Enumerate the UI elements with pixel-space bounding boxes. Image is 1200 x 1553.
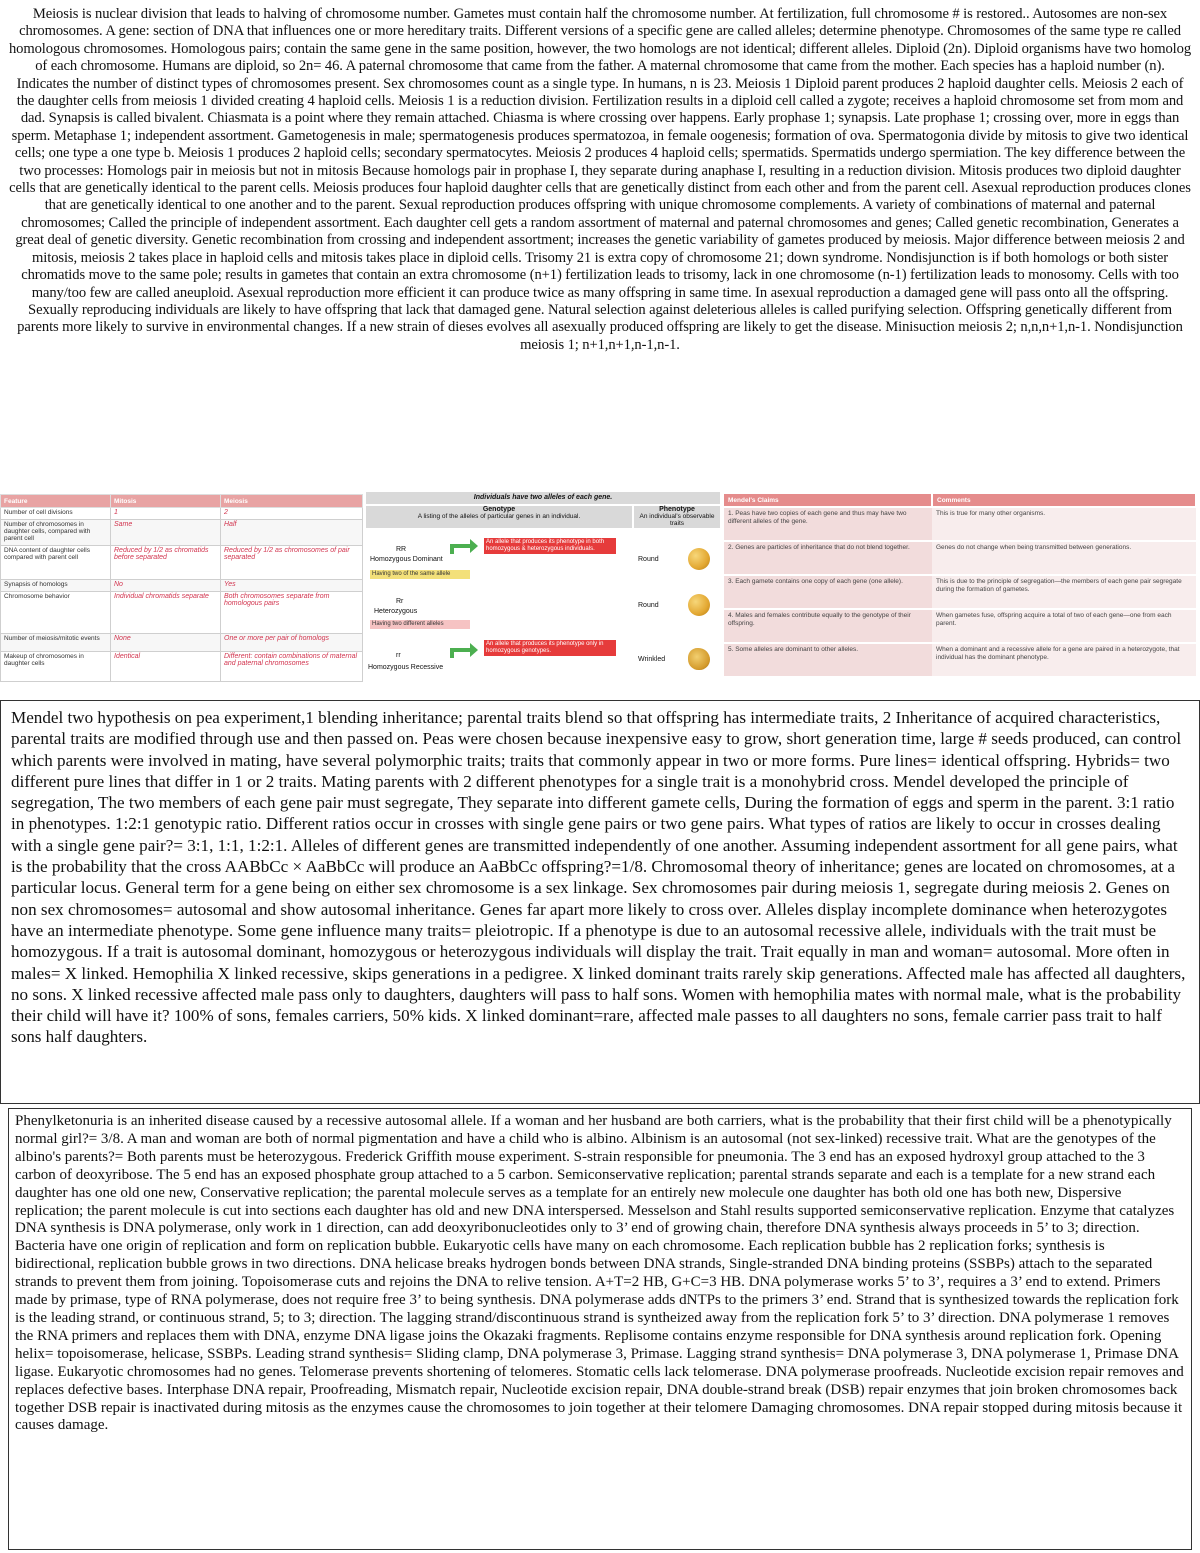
table-header-cell: Mendel's Claims — [724, 494, 932, 507]
homozygous-note: Having two of the same allele — [370, 570, 470, 579]
phenotype-header — [634, 506, 720, 528]
table-row — [1, 580, 363, 592]
table-cell: One or more per pair of homologs — [221, 634, 363, 652]
table-header-row — [1, 495, 363, 508]
green-arrow-icon — [448, 640, 480, 660]
recessive-note: An allele that produces its phenotype only in homozygous genotypes. — [484, 640, 616, 656]
table-cell: This is due to the principle of segregation—the members of each gene pair segregate during the formation of gametes. — [932, 575, 1196, 609]
table-cell: 2 — [221, 508, 363, 520]
table-cell: Different: contain combinations of maternal and paternal chromosomes — [221, 652, 363, 682]
mendels-claims-table — [724, 494, 1197, 676]
mitosis-meiosis-table — [0, 494, 363, 682]
phenotype-label: Wrinkled — [638, 656, 666, 663]
genotype-label: Homozygous Dominant — [370, 556, 443, 563]
alleles-genotype-figure — [366, 492, 720, 680]
table-cell: Same — [111, 520, 221, 546]
genotype-code: rr — [396, 652, 401, 659]
dna-replication-notes-paragraph: Phenylketonuria is an inherited disease caused by a recessive autosomal allele. If a woman and her husband are both carriers, what is the probability that their first child will be a phenotypically normal girl?= 3/8. A man and woman are both of normal pigmentation and have a child who is albino. Albinism is an autosomal (not sex-linked) recessive trait. What are the genotypes of the albino's parents?= Both parents must be heterozygous. Frederick Griffith mouse experiment. S-strain responsible for pneumonia. The 3 end has an exposed hydroxyl group attached to the 3 carbon of deoxyribose. The 5 end has an exposed phosphate group attached to a 5 carbon. Semiconservative replication; parental strands separate and each is a template for a new strand each daughter has one old one new, Conservative replication; the parental molecule serves as a template for an entirely new molecule one daughter has both old one has both new, Dispersive replication; the parent molecule is cut into sections each daughter has old and new DNA interspersed. Messelson and Stahl results supported semiconservative replication. Enzyme that catalyzes DNA synthesis is DNA polymerase, only work in 1 direction, can add deoxyribonucleotides only to 3’ end of growing chain, therefore DNA synthesis always proceeds in 5’ to 3; direction. Bacteria have one origin of replication and form on replication bubble. Eukaryotic cells have many on each chromosome. Each replication bubble has 2 replication forks; synthesis is bidirectional, replication bubble grows in two directions. DNA helicase breaks hydrogen bonds between DNA strands, Single-stranded DNA binding proteins (SSBPs) attach to the separated strands to prevent them from joining. Topoisomerase cuts and rejoins the DNA to relive tension. A+T=2 HB, G+C=3 HB. DNA polymerase works 5’ to 3’, requires a 3’ end to extend. Primers made by primase, type of RNA polymerase, does not require free 3’ to being synthesis. DNA polymerase adds dNTPs to the primers 3’ end. Strand that is synthesized towards the replication fork is the leading strand, or continuous strand, 5; to 3; direction. The lagging strand/discontinuous strand is syntheized away from the replication fork 5’ to 3’ direction. DNA polymerase 1 removes the RNA primers and replaces them with DNA, enzyme DNA ligase joins the Okazaki fragments. Replisome contains enzyme responsible for DNA synthesis around replication fork. Opening helix= topoisomerase, helicase, SSBPs. Leading strand synthesis= Sliding clamp, DNA polymerase 3, Primase. Lagging strand synthesis= DNA polymerase 3, DNA polymerase 1, Primase DNA ligase. Eukaryotic chromosomes had no genes. Telomerase prevents shortening of telomeres. Stomatic cells lack telomerase. DNA polymerase proofreads. Nucleotide excision repair removes and replaces defective bases. Interphase DNA repair, Proofreading, Mismatch repair, Nucleotide excision repair, DNA double-strand break (DSB) repair enzymes that join broken chromosomes back together DSB repair is inactivated during mitosis as the enzymes cause the chromosomes to join together at their telomere Damaging chromosomes. DNA repair stopped during mitosis because it causes damage. — [15, 1113, 1184, 1434]
table-row — [1, 592, 363, 634]
table-cell: Chromosome behavior — [1, 592, 111, 634]
table-cell: Reduced by 1/2 as chromatids before separated — [111, 546, 221, 580]
table-row — [724, 575, 1196, 609]
table-cell: Individual chromatids separate — [111, 592, 221, 634]
table-row — [724, 541, 1196, 575]
table-header-cell: Mitosis — [111, 495, 221, 508]
genotype-row-rr-dominant — [366, 534, 720, 582]
table-header-cell: Meiosis — [221, 495, 363, 508]
table-cell: Number of chromosomes in daughter cells, compared with parent cell — [1, 520, 111, 546]
table-cell: No — [111, 580, 221, 592]
table-cell: Makeup of chromosomes in daughter cells — [1, 652, 111, 682]
table-row — [1, 652, 363, 682]
table-cell: Half — [221, 520, 363, 546]
genotype-header-title: Genotype — [482, 506, 516, 513]
genotype-row-heterozygous — [366, 584, 720, 632]
green-arrow-icon — [448, 536, 480, 556]
phenotype-label: Round — [638, 602, 659, 609]
table-row — [1, 546, 363, 580]
table-cell: Number of cell divisions — [1, 508, 111, 520]
table-cell: Reduced by 1/2 as chromosomes of pair separated — [221, 546, 363, 580]
table-cell: Genes do not change when being transmitted between generations. — [932, 541, 1196, 575]
table-cell: 4. Males and females contribute equally to the genotype of their offspring. — [724, 609, 932, 643]
table-row — [1, 634, 363, 652]
genotype-header-sub: A listing of the alleles of particular genes in an individual. — [417, 513, 581, 520]
table-header-cell: Comments — [932, 494, 1196, 507]
dna-replication-notes-box — [8, 1108, 1192, 1550]
table-cell: Both chromosomes separate from homologous pairs — [221, 592, 363, 634]
table-cell: 1. Peas have two copies of each gene and thus may have two different alleles of the gene. — [724, 507, 932, 541]
genotype-code: RR — [396, 546, 407, 553]
phenotype-header-sub: An individual's observable traits — [639, 513, 715, 527]
table-cell: Number of meiosis/mitotic events — [1, 634, 111, 652]
table-cell: 2. Genes are particles of inheritance that do not blend together. — [724, 541, 932, 575]
genotype-header — [366, 506, 632, 528]
figures-strip — [0, 492, 1200, 682]
table-row — [724, 643, 1196, 676]
round-pea-icon — [688, 548, 710, 570]
table-header-row — [724, 494, 1196, 507]
table-header-cell: Feature — [1, 495, 111, 508]
genotype-label: Heterozygous — [374, 608, 418, 615]
genotype-label: Homozygous Recessive — [368, 664, 444, 671]
table-row — [724, 609, 1196, 643]
table-cell: When a dominant and a recessive allele for a gene are paired in a heterozygote, that individual has the dominant phenotype. — [932, 643, 1196, 676]
genotype-row-rr-recessive — [366, 632, 720, 680]
meiosis-notes-paragraph: Meiosis is nuclear division that leads to halving of chromosome number. Gametes must contain half the chromosome number. At fertilization, full chromosome # is restored.. Autosomes are non-sex chromosomes. A gene: section of DNA that influences one or more hereditary traits. Different versions of a specific gene are called alleles; determine phenotype. Chromosomes of the same type re called homologous chromosomes. Homologous pairs; contain the same gene in the same position, however, the two homologs are not identical; different alleles. Diploid (2n). Diploid organisms have two homolog of each chromosome. Humans are diploid, so 2n= 46. A paternal chromosome that came from the father. A maternal chromosome that came from the mother. Each species has a haploid number (n). Indicates the number of distinct types of chromosomes present. Sex chromosomes count as a single type. In humans, n is 23. Meiosis 1 Diploid parent produces 2 haploid daughter cells. Meiosis 2 each of the daughter cells from meiosis 1 divided creating 4 haploid cells. Meiosis 1 is a reduction division. Fertilization results in a diploid cell called a zygote; receives a haploid chromosome set from mom and dad. Synapsis is called bivalent. Chiasmata is a point where they remain attached. Chiasma is where crossing over happens. Early prophase 1; synapsis. Late prophase 1; crossing over, more in eggs than sperm. Metaphase 1; independent assortment. Gametogenesis in male; spermatogenesis produces spermatozoa, in female oogenesis; formation of ova. Spermatogonia divide by mitosis to give two identical cells; one type a one type b. Meiosis 1 produces 2 haploid cells; secondary spermatocytes. Meiosis 2 produces 4 haploid cells; spermatids. Spermatids undergo spermiation. The key difference between the two processes: Homologs pair in meiosis but not in mitosis Because homologs pair in prophase I, they separate during anaphase I, resulting in a reduction division. Mitosis produces two diploid daughter cells that are genetically identical to the parent cells. Meiosis produces four haploid daughter cells that are genetically distinct from each other and from the parent cell. Asexual reproduction produces clones that are genetically identical to one another and to the parent. Sexual reproduction produces offspring with unique chromosome complements. A variety of combinations of maternal and paternal chromosomes; Called the principle of independent assortment. Each daughter cell gets a random assortment of maternal and paternal chromosomes and genes; Called genetic recombination, Generates a great deal of genetic diversity. Genetic recombination from crossing and independent assortment; increases the genetic variability of gametes produced by meiosis. Major difference between meiosis 2 and mitosis, meiosis 2 takes place in haploid cells and mitosis takes place in diploid cells. Trisomy 21 is extra copy of chromosome 21; down syndrome. Nondisjunction is if both homologs or both sister chromatids move to the same pole; results in gametes that contain an extra chromosome (n+1) fertilization leads to trisomy, lack in one chromosome (n-1) fertilization leads to monosomy. Cells with too many/too few are called aneuploid. Asexual reproduction more efficient it can produce twice as many offspring in same time. In asexual reproduction a damaged gene will pass onto all the offspring. Sexually reproducing individuals are likely to have offspring that lack that damaged gene. Natural selection against deleterious alleles is called purifying selection. Offspring genetically different from parents more likely to survive in environmental changes. If a new strain of dieses evolves all asexually produced offspring are likely to get the disease. Minisuction meiosis 2; n,n,n+1,n-1. Nondisjunction meiosis 1; n+1,n+1,n-1,n-1. — [8, 6, 1192, 353]
genotype-code: Rr — [396, 598, 404, 605]
table-cell: 1 — [111, 508, 221, 520]
table-row — [1, 508, 363, 520]
table-cell: Synapsis of homologs — [1, 580, 111, 592]
mendel-notes-box — [0, 700, 1200, 1104]
table-cell: 5. Some alleles are dominant to other alleles. — [724, 643, 932, 676]
figure-title: Individuals have two alleles of each gene. — [366, 492, 720, 504]
heterozygous-note: Having two different alleles — [370, 620, 470, 629]
table-cell: DNA content of daughter cells compared with parent cell — [1, 546, 111, 580]
table-cell: Yes — [221, 580, 363, 592]
table-cell: This is true for many other organisms. — [932, 507, 1196, 541]
table-cell: Identical — [111, 652, 221, 682]
round-pea-icon — [688, 594, 710, 616]
table-cell: When gametes fuse, offspring acquire a total of two of each gene—one from each parent. — [932, 609, 1196, 643]
table-cell: 3. Each gamete contains one copy of each gene (one allele). — [724, 575, 932, 609]
dominant-note: An allele that produces its phenotype in both homozygous & heterozygous individuals. — [484, 538, 616, 554]
phenotype-label: Round — [638, 556, 659, 563]
table-cell: None — [111, 634, 221, 652]
table-row — [724, 507, 1196, 541]
mendel-notes-paragraph: Mendel two hypothesis on pea experiment,1 blending inheritance; parental traits blend so that offspring has intermediate traits, 2 Inheritance of acquired characteristics, parental traits are modified through use and then passed on. Peas were chosen because inexpensive easy to grow, short generation time, large # seeds produced, can control which parents were involved in mating, have several polymorphic traits; traits that commonly appear in two or more forms. Pure lines= identical offspring. Hybrids= two different pure lines that differ in 1 or 2 traits. Mating parents with 2 different phenotypes for a single trait is a monohybrid cross. Mendel developed the principle of segregation, The two members of each gene pair must segregate, They separate into different gamete cells, During the formation of eggs and sperm in the parent. 3:1 ratio in phenotypes. 1:2:1 genotypic ratio. Different ratios occur in crosses with single gene pairs or two gene pairs. What types of ratios are likely to occur in crosses dealing with a single gene pair?= 3:1, 1:1, 1:2:1. Alleles of different genes are transmitted independently of one another. Assuming independent assortment for all gene pairs, what is the probability that the cross AABbCc × AaBbCc will produce an AaBbCc offspring?=1/8. Chromosomal theory of inheritance; genes are located on chromosomes, at a particular locus. General term for a gene being on either sex chromosome is a sex linkage. Sex chromosomes pair during meiosis 1, segregate during meiosis 2. Genes on non sex chromosomes= autosomal and show autosomal inheritance. Genes far apart more likely to cross over. Alleles display incomplete dominance when heterozygotes have an intermediate phenotype. Some gene influence many traits= pleiotropic. If a phenotype is due to an autosomal recessive allele, individuals with the trait must be homozygous. If a trait is autosomal dominant, homozygous or heterozygous individuals will display the trait. Trait equally in man and woman= autosomal. More often in males= X linked. Hemophilia X linked recessive, skips generations in a pedigree. X linked dominant traits rarely skip generations. Affected male has affected all daughters, no sons. X linked recessive affected male pass only to daughters, daughters will pass to half sons. Women with hemophilia mates with normal male, what is the probability their child will have it? 100% of sons, females carriers, 50% kids. X linked dominant=rare, affected male passes to all daughters no sons, female carrier pass trait to half sons half daughters. — [11, 708, 1186, 1047]
wrinkled-pea-icon — [688, 648, 710, 670]
phenotype-header-title: Phenotype — [659, 506, 695, 513]
table-row — [1, 520, 363, 546]
